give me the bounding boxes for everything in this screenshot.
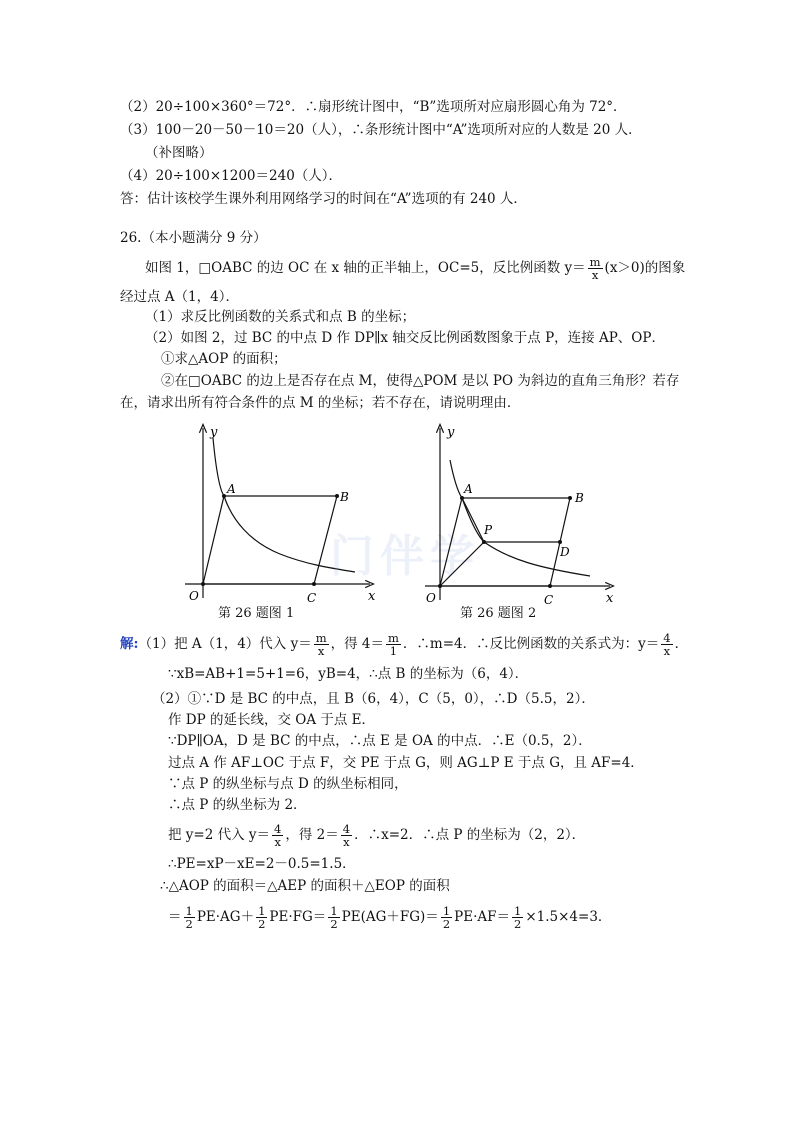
fraction	[272, 823, 283, 848]
point-o	[201, 582, 205, 586]
label-b: B	[575, 491, 584, 505]
numerator: 4	[342, 822, 351, 836]
text: 把 y=2 代入 y＝	[168, 827, 271, 843]
denominator: 2	[514, 917, 522, 931]
solution-line-area	[168, 905, 611, 930]
fraction	[661, 632, 672, 657]
solution-line: ∴△AOP 的面积＝△AEP 的面积＋△EOP 的面积	[160, 878, 450, 894]
point-c	[548, 584, 552, 588]
label-d: D	[560, 545, 570, 559]
text: PE·AF＝	[454, 909, 510, 925]
text: ×1.5×4=3．	[525, 909, 612, 925]
text-line: ①求△AOP 的面积；	[161, 351, 287, 367]
solution-line: ∵xB=AB+1=5+1=6，yB=4，∴点 B 的坐标为（6，4）．	[168, 666, 529, 682]
text-line: （2）20÷100×360°＝72°．∴扇形统计图中，“B”选项所对应扇形圆心角为 72°．	[120, 99, 627, 115]
numerator: 4	[274, 822, 282, 836]
point-c	[312, 582, 316, 586]
denominator: x	[591, 268, 599, 282]
solution-line: ∵点 P 的纵坐标与点 D 的纵坐标相同，	[168, 776, 408, 792]
text: PE(AG＋FG)＝	[341, 909, 439, 925]
point-b	[568, 496, 572, 500]
figure-2	[420, 420, 620, 610]
fraction	[341, 823, 352, 848]
solution-line: （2）①∵D 是 BC 的中点，且 B（6，4），C（5，0），∴D（5.5，2）．	[152, 691, 595, 707]
point-a	[460, 496, 464, 500]
problem-header: 26.（本小题满分 9 分）	[120, 230, 267, 246]
figure-1-caption: 第 26 题图 1	[218, 606, 295, 621]
numerator: m	[388, 631, 399, 645]
text-line: （3）100－20－50－10＝20（人），∴条形统计图中“A”选项所对应的人数是 20 人．	[120, 122, 642, 138]
solution-line: ∵DP∥OA，D 是 BC 的中点，∴点 E 是 OA 的中点．∴E（0.5，2）．	[168, 733, 592, 749]
numerator: m	[589, 255, 601, 269]
denominator: 2	[185, 917, 193, 931]
fraction	[386, 632, 401, 657]
text-line: （1）求反比例函数的关系式和点 B 的坐标；	[145, 309, 416, 325]
denominator: x	[343, 835, 350, 849]
solution-line: ∴点 P 的纵坐标为 2．	[168, 797, 307, 813]
point-p	[482, 540, 486, 544]
watermark: 门伴学	[330, 531, 480, 582]
label-c: C	[307, 591, 317, 605]
label-a: A	[464, 482, 473, 496]
figure-2-caption: 第 26 题图 2	[460, 606, 537, 621]
denominator: x	[274, 835, 281, 849]
segment-op	[440, 542, 484, 586]
denominator: x	[663, 644, 671, 658]
label-y: y	[210, 425, 218, 440]
text-line: 答：估计该校学生课外利用网络学习的时间在“A”选项的有 240 人．	[120, 191, 527, 207]
numerator: 4	[663, 631, 671, 645]
text: ＝	[168, 909, 182, 925]
text: (x＞0)的图象	[604, 260, 686, 276]
text-line: 经过点 A（1，4）．	[120, 289, 239, 305]
fraction	[441, 905, 452, 930]
solution-line	[168, 823, 585, 848]
fraction	[588, 256, 603, 281]
denominator: 1	[389, 644, 398, 658]
denominator: x	[317, 644, 325, 658]
text: （1）把 A（1，4）代入 y＝	[138, 636, 312, 652]
text: ，得 4＝	[330, 636, 385, 652]
solution-line: 作 DP 的延长线，交 OA 于点 E．	[168, 712, 376, 728]
numerator: m	[315, 631, 327, 645]
text-line: （4）20÷100×1200＝240（人）．	[120, 168, 343, 184]
label-o: O	[189, 589, 199, 603]
point-o	[438, 584, 442, 588]
label-p: P	[484, 523, 493, 537]
text: PE·FG＝	[269, 909, 327, 925]
solution-line: 过点 A 作 AF⊥OC 于点 F，交 PE 于点 G，则 AG⊥P E 于点 G，且 AF=4．	[168, 755, 644, 771]
label-x: x	[368, 589, 376, 604]
fraction	[256, 905, 267, 930]
fraction	[328, 905, 339, 930]
solution-line: ∴PE=xP－xE=2－0.5=1.5．	[168, 856, 356, 872]
label-o: O	[426, 591, 436, 605]
label-y: y	[447, 425, 455, 440]
denominator: 2	[258, 917, 266, 931]
text-line: 在，请求出所有符合条件的点 M 的坐标；若不存在，请说明理由．	[120, 395, 521, 411]
text: ．∴x=2．∴点 P 的坐标为（2，2）．	[354, 827, 586, 843]
text: ．	[674, 636, 689, 652]
solution-line-1	[120, 632, 688, 657]
numerator: 1	[258, 904, 266, 918]
denominator: 2	[330, 917, 338, 931]
text: 如图 1，□OABC 的边 OC 在 x 轴的正半轴上，OC=5，反比例函数 y＝	[145, 260, 586, 276]
problem-intro	[145, 256, 685, 281]
solution-label: 解:	[120, 636, 139, 652]
numerator: 1	[330, 904, 338, 918]
point-b	[335, 494, 339, 498]
label-x: x	[606, 591, 614, 606]
denominator: 2	[442, 917, 451, 931]
text-line: （补图略）	[145, 145, 213, 161]
text-line: ②在□OABC 的边上是否存在点 M，使得△POM 是以 PO 为斜边的直角三角形？若存	[161, 373, 680, 389]
fraction	[184, 905, 195, 930]
point-d	[558, 540, 562, 544]
segment-ap	[462, 498, 484, 542]
point-a	[222, 494, 226, 498]
fraction	[314, 632, 329, 657]
text-line: （2）如图 2，过 BC 的中点 D 作 DP∥x 轴交反比例函数图象于点 P，连接 AP、OP．	[145, 330, 665, 346]
numerator: 1	[185, 904, 193, 918]
text: PE·AG＋	[196, 909, 255, 925]
label-c: C	[544, 593, 554, 607]
parallelogram-oabc	[203, 496, 337, 584]
text: ．∴m=4．∴反比例函数的关系式为：y＝	[402, 636, 660, 652]
numerator: 1	[442, 904, 451, 918]
label-a: A	[227, 482, 236, 496]
fraction	[512, 905, 523, 930]
label-b: B	[340, 490, 349, 504]
numerator: 1	[514, 904, 522, 918]
text: ，得 2＝	[285, 827, 339, 843]
